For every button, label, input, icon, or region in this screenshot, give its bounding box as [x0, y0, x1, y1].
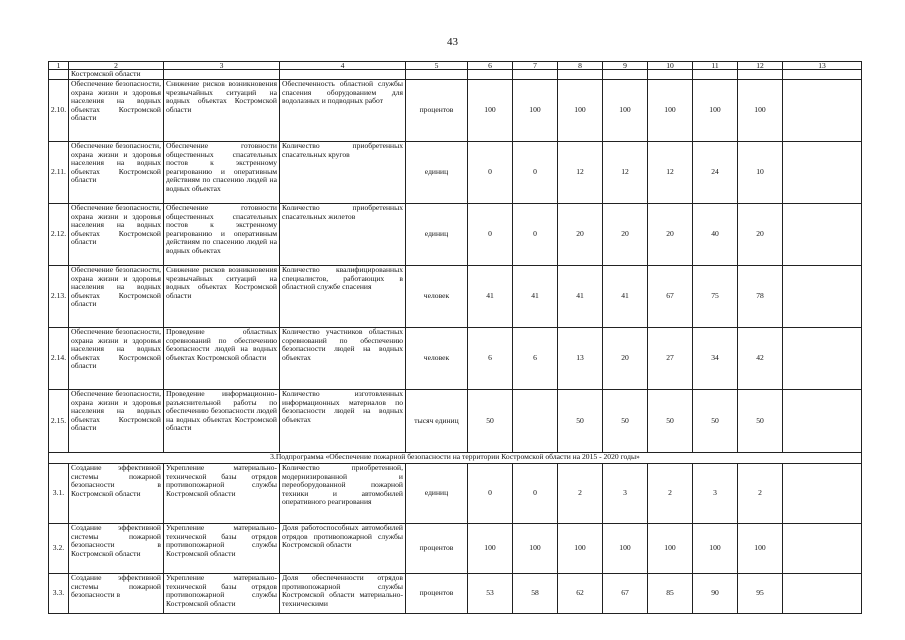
- unit-cell: процентов: [406, 524, 468, 574]
- unit-cell: процентов: [406, 574, 468, 614]
- value-cell: 0: [513, 204, 558, 266]
- activity-cell: Укрепление материально-технической базы отрядов противопожарной службы Костромской области: [164, 464, 280, 524]
- column-number: 1: [49, 62, 69, 70]
- row-index: 2.12.: [49, 204, 69, 266]
- unit-cell: человек: [406, 266, 468, 328]
- row-index: 2.13.: [49, 266, 69, 328]
- empty-cell: [280, 70, 406, 80]
- task-cell: Обеспечение безопасности, охрана жизни и здоровья населения на водных объектах Костромской области: [69, 80, 164, 142]
- empty-cell: [558, 70, 603, 80]
- value-cell: 78: [738, 266, 783, 328]
- row-index: 3.3.: [49, 574, 69, 614]
- value-cell: 6: [513, 328, 558, 390]
- value-cell: 50: [558, 390, 603, 453]
- column-number: 9: [603, 62, 648, 70]
- table-row: [49, 204, 862, 266]
- empty-cell: [783, 266, 862, 328]
- value-cell: 100: [468, 80, 513, 142]
- activity-cell: Обеспечение готовности общественных спасательных постов к экстренному реагированию и оперативным действиям по спасению людей на водных объектах: [164, 204, 280, 266]
- value-cell: 12: [558, 142, 603, 204]
- column-number: 6: [468, 62, 513, 70]
- value-cell: 100: [603, 80, 648, 142]
- empty-cell: [783, 328, 862, 390]
- value-cell: 13: [558, 328, 603, 390]
- unit-cell: единиц: [406, 464, 468, 524]
- value-cell: 58: [513, 574, 558, 614]
- value-cell: 20: [738, 204, 783, 266]
- value-cell: 85: [648, 574, 693, 614]
- value-cell: 42: [738, 328, 783, 390]
- value-cell: 20: [603, 204, 648, 266]
- empty-cell: [406, 70, 468, 80]
- unit-cell: единиц: [406, 204, 468, 266]
- value-cell: 50: [603, 390, 648, 453]
- value-cell: 3: [603, 464, 648, 524]
- column-number: 13: [783, 62, 862, 70]
- value-cell: 90: [693, 574, 738, 614]
- row-index: 2.10.: [49, 80, 69, 142]
- empty-cell: [164, 70, 280, 80]
- activity-cell: Снижение рисков возникновения чрезвычайных ситуаций на водных объектах Костромской области: [164, 266, 280, 328]
- indicator-cell: Количество участников областных соревнований по обеспечению безопасности людей на водных объектах: [280, 328, 406, 390]
- subprogram-title: 3.Подпрограмма «Обеспечение пожарной безопасности на территории Костромской области на 2015 - 2020 годы»: [49, 453, 862, 464]
- value-cell: 50: [738, 390, 783, 453]
- value-cell: 0: [468, 464, 513, 524]
- value-cell: 24: [693, 142, 738, 204]
- indicator-cell: Доля обеспеченности отрядов противопожарной службы Костромской области материально-техническими: [280, 574, 406, 614]
- table-row: [49, 390, 862, 453]
- task-cell: Создание эффективной системы пожарной безопасности в Костромской области: [69, 524, 164, 574]
- empty-cell: [648, 70, 693, 80]
- row-index: 2.14.: [49, 328, 69, 390]
- row-index: 2.15.: [49, 390, 69, 453]
- table-row: [49, 524, 862, 574]
- value-cell: 75: [693, 266, 738, 328]
- value-cell: 100: [648, 524, 693, 574]
- activity-cell: Проведение информационно-разъяснительной работы по обеспечению безопасности людей на водных объектах Костромской области: [164, 390, 280, 453]
- empty-cell: [783, 574, 862, 614]
- value-cell: 100: [648, 80, 693, 142]
- empty-cell: [783, 524, 862, 574]
- empty-cell: [783, 204, 862, 266]
- value-cell: 12: [648, 142, 693, 204]
- value-cell: 67: [603, 574, 648, 614]
- column-number: 8: [558, 62, 603, 70]
- value-cell: 41: [468, 266, 513, 328]
- value-cell: 50: [648, 390, 693, 453]
- subprogram-heading-row: [49, 453, 862, 464]
- value-cell: 41: [603, 266, 648, 328]
- table-row: [49, 266, 862, 328]
- empty-cell: [513, 70, 558, 80]
- column-number: 4: [280, 62, 406, 70]
- task-cell: Обеспечение безопасности, охрана жизни и здоровья населения на водных объектах Костромской области: [69, 142, 164, 204]
- empty-cell: [783, 390, 862, 453]
- activity-cell: Снижение рисков возникновения чрезвычайных ситуаций на водных объектах Костромской области: [164, 80, 280, 142]
- table-row: [49, 464, 862, 524]
- row-index: 3.2.: [49, 524, 69, 574]
- empty-cell: [738, 70, 783, 80]
- column-number: 3: [164, 62, 280, 70]
- value-cell: 100: [558, 524, 603, 574]
- table-row: [49, 574, 862, 614]
- value-cell: 100: [603, 524, 648, 574]
- value-cell: 34: [693, 328, 738, 390]
- value-cell: 100: [738, 80, 783, 142]
- value-cell: 50: [693, 390, 738, 453]
- column-number: 11: [693, 62, 738, 70]
- value-cell: 3: [693, 464, 738, 524]
- indicator-cell: Количество приобретенной, модернизированной и переоборудованной пожарной техники и автомобилей оперативного реагирования: [280, 464, 406, 524]
- value-cell: 2: [558, 464, 603, 524]
- indicators-table: [48, 61, 862, 614]
- row-index: 3.1.: [49, 464, 69, 524]
- value-cell: 0: [468, 142, 513, 204]
- value-cell: 20: [648, 204, 693, 266]
- continuation-row: [49, 70, 862, 80]
- value-cell: 62: [558, 574, 603, 614]
- task-cell: Костромской области: [69, 70, 164, 80]
- task-cell: Обеспечение безопасности, охрана жизни и здоровья населения на водных объектах Костромской области: [69, 390, 164, 453]
- value-cell: 2: [738, 464, 783, 524]
- task-cell: Обеспечение безопасности, охрана жизни и здоровья населения на водных объектах Костромской области: [69, 204, 164, 266]
- indicator-cell: Количество приобретенных спасательных кругов: [280, 142, 406, 204]
- table-row: [49, 142, 862, 204]
- activity-cell: Обеспечение готовности общественных спасательных постов к экстренному реагированию и оперативным действиям по спасению людей на водных объектах: [164, 142, 280, 204]
- empty-cell: [693, 70, 738, 80]
- table-row: [49, 328, 862, 390]
- indicator-cell: Количество приобретенных спасательных жилетов: [280, 204, 406, 266]
- task-cell: Создание эффективной системы пожарной безопасности в Костромской области: [69, 464, 164, 524]
- value-cell: 100: [738, 524, 783, 574]
- task-cell: Обеспечение безопасности, охрана жизни и здоровья населения на водных объектах Костромской области: [69, 328, 164, 390]
- value-cell: 10: [738, 142, 783, 204]
- table-row: [49, 80, 862, 142]
- indicator-cell: Количество квалифицированных специалистов, работающих в областной службе спасения: [280, 266, 406, 328]
- column-number: 5: [406, 62, 468, 70]
- value-cell: 20: [558, 204, 603, 266]
- value-cell: 100: [513, 80, 558, 142]
- value-cell: 100: [693, 524, 738, 574]
- value-cell: 27: [648, 328, 693, 390]
- row-index: 2.11.: [49, 142, 69, 204]
- value-cell: 53: [468, 574, 513, 614]
- value-cell: 6: [468, 328, 513, 390]
- column-number: 12: [738, 62, 783, 70]
- unit-cell: человек: [406, 328, 468, 390]
- value-cell: 41: [513, 266, 558, 328]
- index-cell: [49, 70, 69, 80]
- value-cell: 40: [693, 204, 738, 266]
- value-cell: 0: [513, 142, 558, 204]
- indicator-cell: Количество изготовленных информационных материалов по безопасности людей на водных объектах: [280, 390, 406, 453]
- empty-cell: [603, 70, 648, 80]
- value-cell: [513, 390, 558, 453]
- activity-cell: Укрепление материально-технической базы отрядов противопожарной службы Костромской области: [164, 574, 280, 614]
- empty-cell: [783, 464, 862, 524]
- value-cell: 12: [603, 142, 648, 204]
- column-numbers-row: [49, 62, 862, 70]
- task-cell: Создание эффективной системы пожарной безопасности в: [69, 574, 164, 614]
- column-number: 7: [513, 62, 558, 70]
- empty-cell: [783, 80, 862, 142]
- value-cell: 95: [738, 574, 783, 614]
- unit-cell: единиц: [406, 142, 468, 204]
- value-cell: 0: [468, 204, 513, 266]
- value-cell: 100: [693, 80, 738, 142]
- value-cell: 0: [513, 464, 558, 524]
- unit-cell: процентов: [406, 80, 468, 142]
- empty-cell: [468, 70, 513, 80]
- activity-cell: Проведение областных соревнований по обеспечению безопасности людей на водных объектах Костромской области: [164, 328, 280, 390]
- task-cell: Обеспечение безопасности, охрана жизни и здоровья населения на водных объектах Костромской области: [69, 266, 164, 328]
- value-cell: 100: [558, 80, 603, 142]
- value-cell: 2: [648, 464, 693, 524]
- indicator-cell: Доля работоспособных автомобилей отрядов противопожарной службы Костромской области: [280, 524, 406, 574]
- column-number: 10: [648, 62, 693, 70]
- empty-cell: [783, 142, 862, 204]
- value-cell: 100: [468, 524, 513, 574]
- value-cell: 41: [558, 266, 603, 328]
- column-number: 2: [69, 62, 164, 70]
- value-cell: 20: [603, 328, 648, 390]
- unit-cell: тысяч единиц: [406, 390, 468, 453]
- indicator-cell: Обеспеченность областной службы спасения оборудованием для водолазных и подводных работ: [280, 80, 406, 142]
- value-cell: 67: [648, 266, 693, 328]
- value-cell: 50: [468, 390, 513, 453]
- page-number: 43: [447, 36, 458, 48]
- activity-cell: Укрепление материально-технической базы отрядов противопожарной службы Костромской области: [164, 524, 280, 574]
- empty-cell: [783, 70, 862, 80]
- value-cell: 100: [513, 524, 558, 574]
